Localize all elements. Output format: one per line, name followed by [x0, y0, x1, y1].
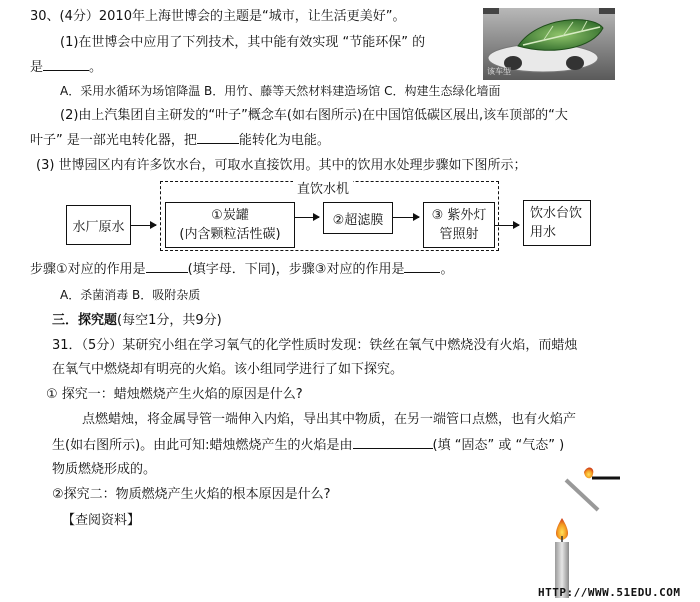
q31-state-blank[interactable] [353, 436, 433, 449]
q30-header: 30、(4分）2010年上海世博会的主题是“城市，让生活更美好”。 [30, 9, 406, 24]
flow-arrow-2 [295, 217, 319, 218]
candle-experiment-illustration [540, 458, 630, 598]
q31-exp1-line3: 物质燃烧形成的。 [52, 462, 157, 477]
q30-step3-prompt: (填字母．下同)，步骤③对应的作用是 [187, 262, 405, 277]
q31-line2: 在氧气中燃烧却有明亮的火焰。该小组同学进行了如下探究。 [52, 362, 404, 377]
flow-drinking-water-line2: 用水 [530, 225, 557, 240]
q30-sub1-line1: (1)在世博会中应用了下列技术，其中能有效实现 “节能环保” 的 [60, 35, 426, 50]
flow-box-carbon-tank [165, 202, 295, 248]
q30-sub1-blank[interactable] [43, 58, 89, 71]
flow-arrow-4 [495, 225, 519, 226]
q30-sub2-line2 [30, 131, 330, 150]
q31-exp1-line1: 点燃蜡烛，将金属导管一端伸入内焰，导出其中物质，在另一端管口点燃，也有火焰产 [82, 412, 577, 427]
section3-heading [52, 312, 222, 330]
site-watermark: HTTP://WWW.51EDU.COM [538, 586, 681, 599]
q31-explore2: ②探究二：物质燃烧产生火焰的根本原因是什么? [52, 487, 331, 502]
q31-line1: 31．（5分）某研究小组在学习氧气的化学性质时发现：铁丝在氧气中燃烧没有火焰，而蜡烛 [52, 338, 578, 353]
flow-carbon-tank-title: ①炭罐 [211, 208, 249, 223]
flow-box-drinking-water [523, 200, 591, 246]
flow-carbon-tank-detail: (内含颗粒活性碳) [179, 227, 281, 242]
flow-box-ultrafiltration [323, 202, 393, 234]
q30-step-suffix: 。 [440, 262, 454, 277]
q31-reference-heading: 【查阅资料】 [62, 513, 141, 528]
q31-exp1-line2 [52, 436, 564, 455]
q30-sub2-line1: (2)由上汽集团自主研发的“叶子”概念车(如右图所示)在中国馆低碳区展出,该车顶部的“大 [60, 108, 568, 123]
q30-step1-blank[interactable] [146, 260, 188, 273]
q30-step-options: A．杀菌消毒 B．吸附杂质 [60, 288, 201, 302]
q30-sub1-prefix: 是 [30, 60, 44, 75]
leaf-concept-car-image [483, 8, 615, 80]
flow-raw-water-text: 水厂原水 [72, 219, 125, 235]
flow-uv-lamp-detail: 管照射 [439, 227, 479, 242]
water-dispenser-label: 直饮水机 [293, 181, 353, 199]
q30-step3-blank[interactable] [404, 260, 440, 273]
flow-ultrafiltration-text: ②超滤膜 [332, 212, 384, 228]
q30-sub2-blank[interactable] [197, 131, 239, 144]
section3-title: 三．探究题 [52, 313, 118, 328]
flow-arrow-3 [393, 217, 419, 218]
flow-arrow-1 [131, 225, 156, 226]
q30-step-question [30, 260, 453, 279]
q30-sub1-options: A．采用水循环为场馆降温 B．用竹、藤等天然材料建造场馆 C．构建生态绿化墙面 [60, 84, 501, 98]
q30-sub3: (3) 世博园区内有许多饮水台，可取水直接饮用。其中的饮用水处理步骤如下图所示； [36, 158, 527, 173]
q30-sub1-line2 [30, 58, 102, 77]
q30-sub2-suffix: 能转化为电能。 [238, 133, 330, 148]
q30-step1-prompt: 步骤①对应的作用是 [30, 262, 146, 277]
q31-exp1-hint: (填 “固态” 或 “气态” ) [432, 438, 565, 453]
flow-drinking-water-line1: 饮水台饮 [530, 206, 583, 221]
flow-box-raw-water [66, 205, 131, 245]
flow-uv-lamp-title: ③ 紫外灯 [431, 208, 487, 223]
q30-sub2-prefix: 叶子” 是一部光电转化器，把 [30, 133, 197, 148]
car-image-caption: 该车型 [487, 67, 511, 76]
q31-exp1-prompt: 生(如右图所示)。由此可知:蜡烛燃烧产生的火焰是由 [52, 438, 353, 453]
q31-explore1: ① 探究一：蜡烛燃烧产生火焰的原因是什么? [46, 387, 303, 402]
flow-box-uv-lamp [423, 202, 495, 248]
section3-note: (每空1分，共9分) [117, 313, 222, 328]
q30-sub1-suffix: 。 [89, 60, 103, 75]
